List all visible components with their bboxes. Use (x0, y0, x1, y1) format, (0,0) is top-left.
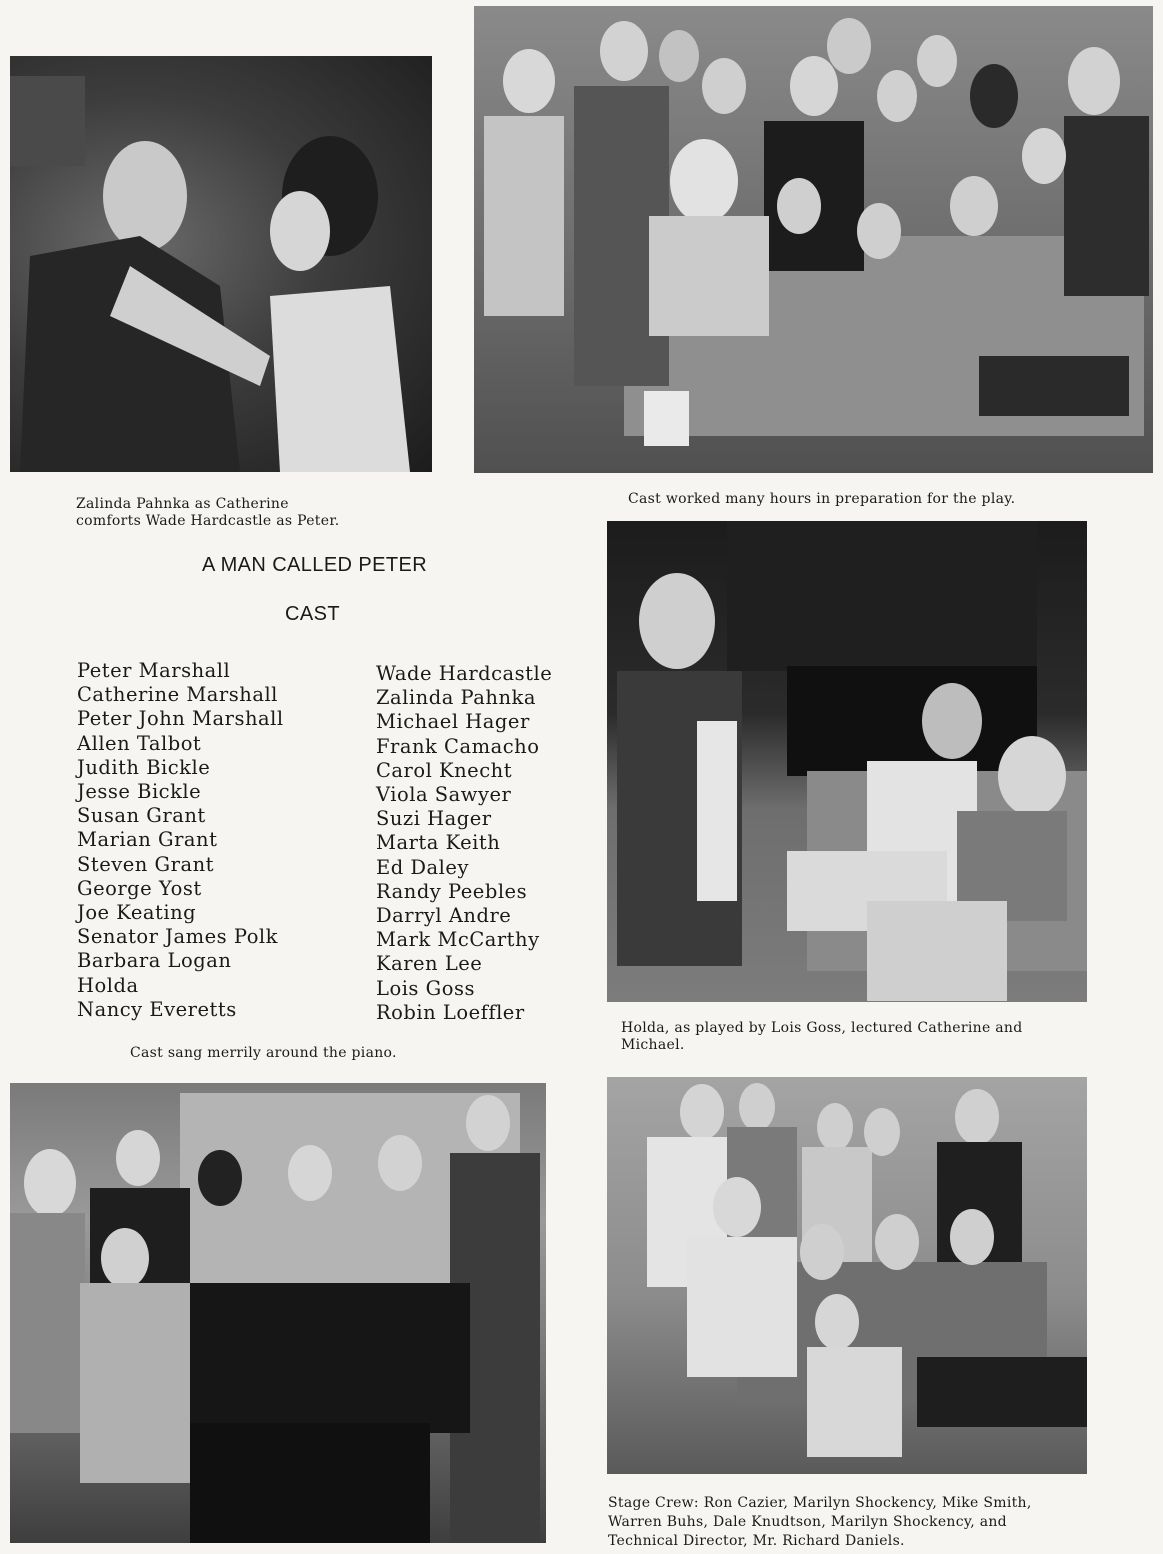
caption-line: Stage Crew: Ron Cazier, Marilyn Shockency, Mike Smith, (608, 1495, 1032, 1511)
cast-actor: Zalinda Pahnka (376, 686, 536, 710)
cast-actor: Ed Daley (376, 855, 469, 879)
cast-role: Marian Grant (77, 828, 218, 852)
cast-role: Judith Bickle (77, 755, 211, 779)
photo-cast-at-piano (10, 1083, 546, 1543)
play-title: A MAN CALLED PETER (202, 554, 428, 576)
cast-actor: Carol Knecht (376, 758, 513, 782)
photo-catherine-comforts-peter (10, 56, 432, 472)
caption-cast-worked (628, 491, 1015, 508)
cast-actor: Frank Camacho (376, 734, 540, 758)
cast-role: Barbara Logan (77, 949, 232, 973)
caption-piano (130, 1045, 397, 1062)
caption-line: Cast worked many hours in preparation for the play. (628, 491, 1016, 507)
caption-line: comforts Wade Hardcastle as Peter. (76, 513, 340, 529)
cast-role: Jesse Bickle (77, 780, 202, 804)
cast-heading: CAST (285, 603, 340, 625)
cast-actor: Marta Keith (376, 831, 501, 855)
cast-actor: Mark McCarthy (376, 928, 540, 952)
caption-stage-crew (608, 1494, 1032, 1551)
photo-stage-crew (607, 1077, 1087, 1474)
cast-actor: Michael Hager (376, 710, 530, 734)
cast-actor: Robin Loeffler (376, 1000, 525, 1024)
cast-actor: Randy Peebles (376, 879, 528, 903)
photo-cast-group (474, 6, 1153, 473)
cast-role: Steven Grant (77, 852, 214, 876)
cast-actor: Karen Lee (376, 952, 483, 976)
caption-zalinda-catherine (76, 496, 340, 530)
caption-line: Michael. (621, 1037, 685, 1053)
cast-actor: Wade Hardcastle (376, 662, 553, 685)
cast-actor: Suzi Hager (376, 807, 492, 831)
cast-actor: Darryl Andre (376, 904, 512, 928)
cast-role: Holda (77, 973, 139, 997)
cast-role: Senator James Polk (77, 925, 278, 949)
cast-role: Peter Marshall (77, 659, 231, 682)
cast-actor: Viola Sawyer (376, 783, 512, 807)
photo-holda-lecture (607, 521, 1087, 1002)
cast-role: Allen Talbot (77, 731, 202, 755)
caption-line: Holda, as played by Lois Goss, lectured Catherine and (621, 1020, 1023, 1036)
caption-line: Zalinda Pahnka as Catherine (76, 496, 289, 512)
cast-role: Joe Keating (77, 901, 197, 925)
cast-role: Nancy Everetts (77, 997, 237, 1021)
caption-line: Warren Buhs, Dale Knudtson, Marilyn Shockency, and (608, 1514, 1007, 1530)
caption-line: Technical Director, Mr. Richard Daniels. (608, 1533, 905, 1549)
caption-holda (621, 1020, 1023, 1054)
cast-actor: Lois Goss (376, 976, 475, 1000)
cast-roles-list (77, 659, 284, 1022)
caption-line: Cast sang merrily around the piano. (130, 1045, 397, 1061)
cast-actors-list (376, 662, 552, 1025)
cast-role: Catherine Marshall (77, 683, 278, 707)
cast-role: George Yost (77, 876, 202, 900)
cast-role: Peter John Marshall (77, 707, 284, 731)
cast-role: Susan Grant (77, 804, 206, 828)
